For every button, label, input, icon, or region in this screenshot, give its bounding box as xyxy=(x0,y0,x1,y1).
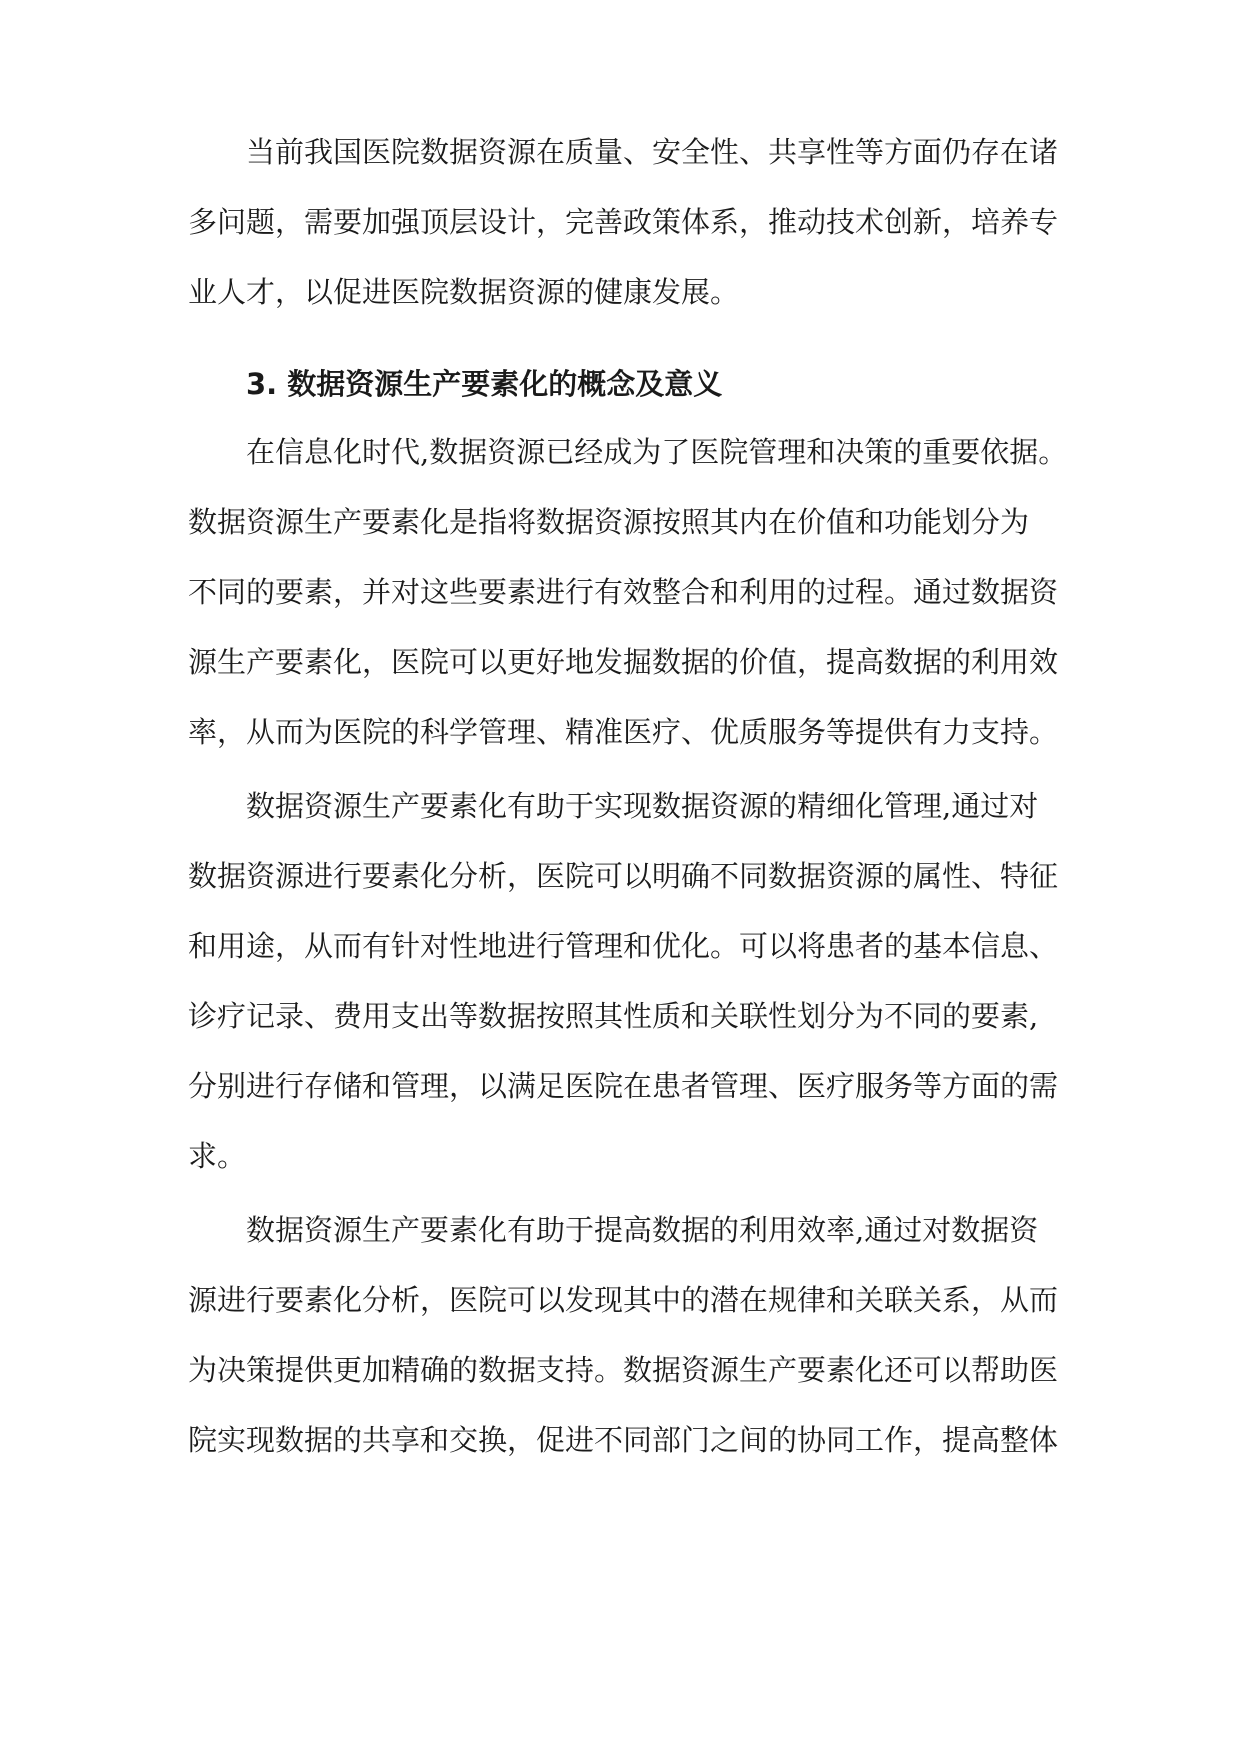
paragraph-2-line-4: 源生产要素化，医院可以更好地发掘数据的价值，提高数据的利用效 xyxy=(188,645,1059,679)
paragraph-2-line-1: 在信息化时代,数据资源已经成为了医院管理和决策的重要依据。 xyxy=(246,435,1068,469)
paragraph-2-line-5: 率，从而为医院的科学管理、精准医疗、优质服务等提供有力支持。 xyxy=(188,715,1059,749)
paragraph-2-line-2: 数据资源生产要素化是指将数据资源按照其内在价值和功能划分为 xyxy=(188,505,1030,539)
paragraph-1-line-2: 多问题，需要加强顶层设计，完善政策体系，推动技术创新，培养专 xyxy=(188,205,1059,239)
paragraph-3-line-3: 和用途，从而有针对性地进行管理和优化。可以将患者的基本信息、 xyxy=(188,929,1059,963)
paragraph-3-line-1: 数据资源生产要素化有助于实现数据资源的精细化管理,通过对 xyxy=(246,789,1039,823)
paragraph-4-line-4: 院实现数据的共享和交换，促进不同部门之间的协同工作，提高整体 xyxy=(188,1423,1059,1457)
paragraph-3-line-5: 分别进行存储和管理，以满足医院在患者管理、医疗服务等方面的需 xyxy=(188,1069,1059,1103)
section-heading: 3. 数据资源生产要素化的概念及意义 xyxy=(246,367,723,401)
paragraph-4-line-2: 源进行要素化分析，医院可以发现其中的潜在规律和关联关系，从而 xyxy=(188,1283,1059,1317)
paragraph-3-line-2: 数据资源进行要素化分析，医院可以明确不同数据资源的属性、特征 xyxy=(188,859,1059,893)
paragraph-1-line-3: 业人才，以促进医院数据资源的健康发展。 xyxy=(188,275,740,309)
paragraph-3-line-4: 诊疗记录、费用支出等数据按照其性质和关联性划分为不同的要素, xyxy=(188,999,1039,1033)
paragraph-1-line-1: 当前我国医院数据资源在质量、安全性、共享性等方面仍存在诸 xyxy=(246,135,1059,169)
paragraph-4-line-1: 数据资源生产要素化有助于提高数据的利用效率,通过对数据资 xyxy=(246,1213,1039,1247)
paragraph-3-line-6: 求。 xyxy=(188,1139,247,1173)
paragraph-4-line-3: 为决策提供更加精确的数据支持。数据资源生产要素化还可以帮助医 xyxy=(188,1353,1059,1387)
paragraph-2-line-3: 不同的要素，并对这些要素进行有效整合和利用的过程。通过数据资 xyxy=(188,575,1059,609)
